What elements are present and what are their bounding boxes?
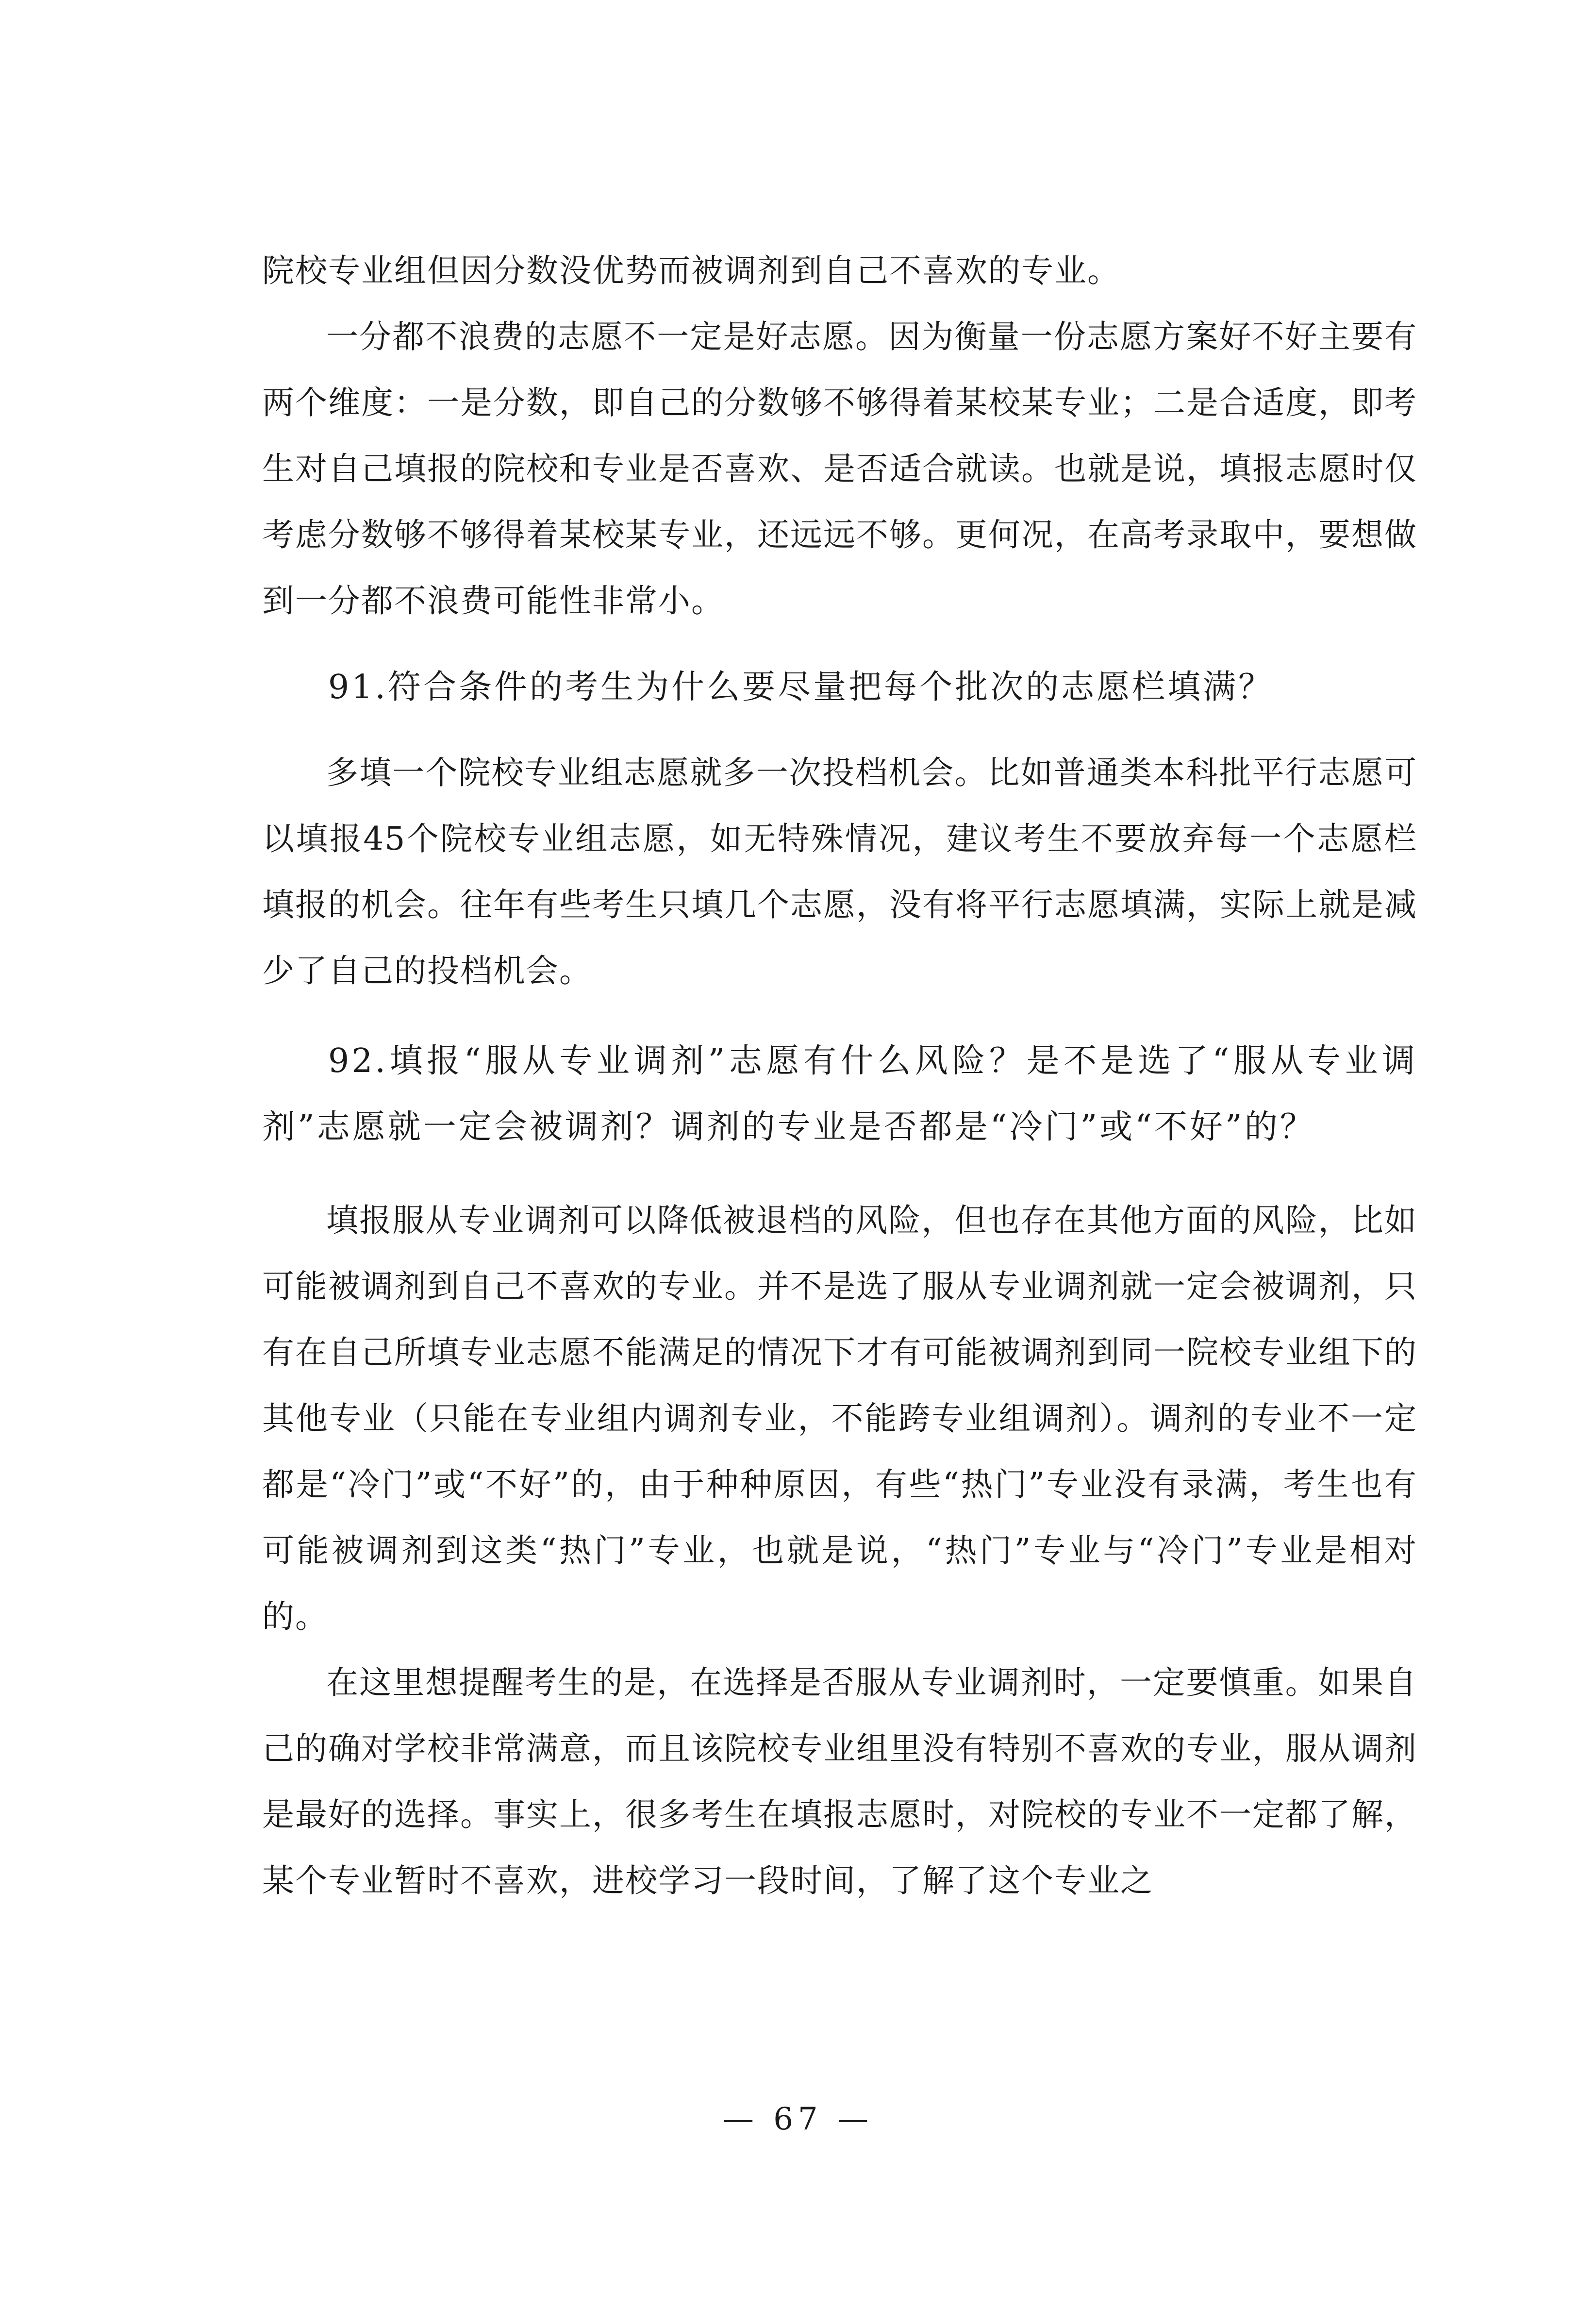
page-body <box>262 238 1417 1914</box>
paragraph-answer-91: 多填一个院校专业组志愿就多一次投档机会。比如普通类本科批平行志愿可以填报45个院校专业组志愿，如无特殊情况，建议考生不要放弃每一个志愿栏填报的机会。往年有些考生只填几个志愿，没有将平行志愿填满，实际上就是减少了自己的投档机会。 <box>262 754 1417 989</box>
page-number: — 67 — <box>722 2101 874 2137</box>
paragraph-continuation: 院校专业组但因分数没优势而被调剂到自己不喜欢的专业。 <box>262 252 1120 289</box>
question-heading-91: 91.符合条件的考生为什么要尽量把每个批次的志愿栏填满？ <box>328 668 1274 706</box>
paragraph-reminder: 在这里想提醒考生的是，在选择是否服从专业调剂时，一定要慎重。如果自己的确对学校非常满意，而且该院校专业组里没有特别不喜欢的专业，服从调剂是最好的选择。事实上，很多考生在填报志愿时，对院校的专业不一定都了解，某个专业暂时不喜欢，进校学习一段时间，了解了这个专业之 <box>262 1664 1417 1899</box>
paragraph-answer-92: 填报服从专业调剂可以降低被退档的风险，但也存在其他方面的风险，比如可能被调剂到自己不喜欢的专业。并不是选了服从专业调剂就一定会被调剂，只有在自己所填专业志愿不能满足的情况下才有可能被调剂到同一院校专业组下的其他专业（只能在专业组内调剂专业，不能跨专业组调剂）。调剂的专业不一定都是“冷门”或“不好”的，由于种种原因，有些“热门”专业没有录满，考生也有可能被调剂到这类“热门”专业，也就是说，“热门”专业与“冷门”专业是相对的。 <box>262 1202 1417 1635</box>
question-heading-92: 92.填报“服从专业调剂”志愿有什么风险？是不是选了“服从专业调剂”志愿就一定会被调剂？调剂的专业是否都是“冷门”或“不好”的？ <box>262 1042 1417 1146</box>
paragraph-volunteer-quality: 一分都不浪费的志愿不一定是好志愿。因为衡量一份志愿方案好不好主要有两个维度：一是分数，即自己的分数够不够得着某校某专业；二是合适度，即考生对自己填报的院校和专业是否喜欢、是否适合就读。也就是说，填报志愿时仅考虑分数够不够得着某校某专业，还远远不够。更何况，在高考录取中，要想做到一分都不浪费可能性非常小。 <box>262 318 1417 620</box>
